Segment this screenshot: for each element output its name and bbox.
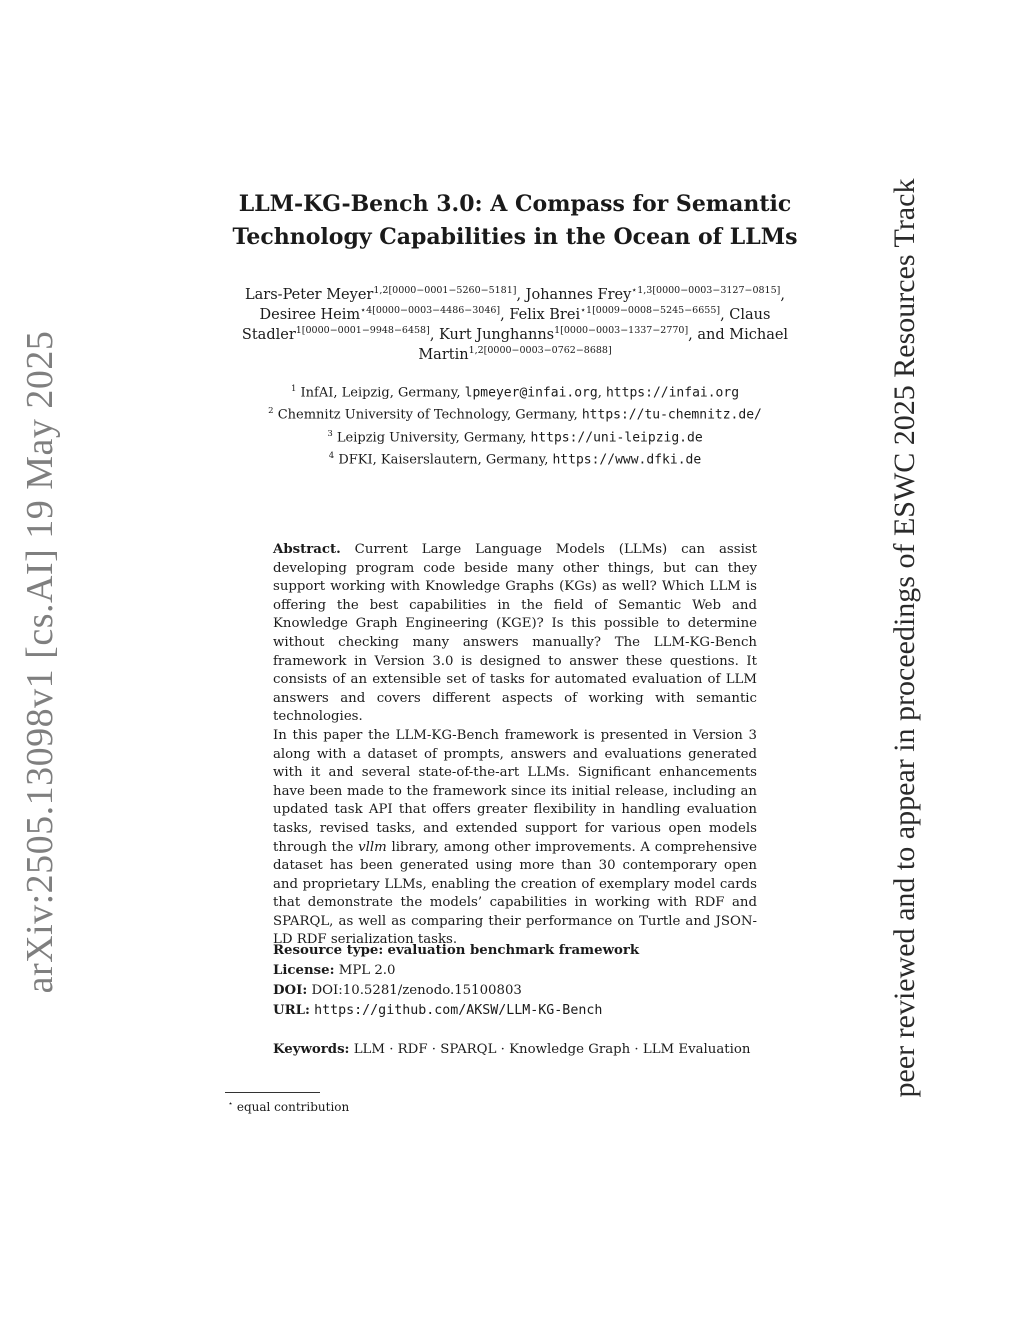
affiliation-url[interactable]: https://www.dfki.de [552, 452, 702, 468]
keywords-text: LLM · RDF · SPARQL · Knowledge Graph · LLM Evaluation [353, 1042, 751, 1057]
abstract-text-1: Current Large Language Models (LLMs) can assist developing program code beside many other things, but can they support working with Knowledge Graphs (KGs) as well? Which LLM is offering the best capabilities in the field of Semantic Web and Knowledge Graph Engineering (KGE)? Is this possible to determine without checking many answers manually? The LLM-KG-Bench framework in Version 3.0 is designed to answer these questions. It consists of an extensible set of tasks for automated evaluation of LLM answers and covers different aspects of working with semantic technologies. [273, 542, 757, 725]
footnote-text: equal contribution [236, 1100, 350, 1114]
abstract [273, 541, 757, 950]
arxiv-stamp [0, 0, 80, 1325]
author-orcid: ⋆1[0009−0008−5245−6655] [580, 305, 721, 317]
abstract-text-2b: library, among other improvements. A comprehensive dataset has been generated using more than 30 contemporary open and proprietary LLMs, enabling the creation of exemplary model cards that demonstrate the models’ capabilities in working with RDF and SPARQL, as well as comparing their performance on Turtle and JSON-LD RDF serialization tasks. [273, 839, 757, 948]
author-separator: , [429, 327, 440, 343]
affiliation-url[interactable]: https://uni-leipzig.de [530, 429, 703, 445]
repo-url-link[interactable]: https://github.com/AKSW/LLM-KG-Bench [314, 1003, 603, 1018]
doi-row [273, 981, 757, 1001]
author-separator: , [516, 287, 526, 303]
affiliation-number: 4 [328, 450, 335, 461]
footnote [228, 1096, 349, 1115]
abstract-label: Abstract. [273, 542, 341, 557]
license-row [273, 961, 757, 981]
affiliation-text: InfAI, Leipzig, Germany, [300, 385, 465, 401]
author-name: Johannes Frey [525, 287, 632, 303]
side-note [860, 0, 940, 1325]
paper-title [200, 188, 830, 254]
affiliation-row [225, 425, 805, 447]
license-label: License: [273, 963, 335, 978]
resource-type-value: evaluation benchmark framework [387, 943, 640, 958]
affiliation-number: 3 [327, 428, 333, 439]
author-separator: , and [688, 327, 730, 343]
affiliation-row [225, 402, 805, 424]
abstract-paragraph-2 [273, 727, 757, 950]
vllm-term: vllm [358, 839, 387, 855]
affiliation-number: 2 [268, 406, 274, 417]
affiliation-text: Leipzig University, Germany, [336, 429, 531, 445]
keywords-label: Keywords: [273, 1042, 350, 1057]
author-name: Claus Stadler [241, 307, 771, 343]
abstract-paragraph-1 [273, 541, 757, 727]
affiliation-row [225, 380, 805, 402]
affiliation-separator: , [597, 385, 606, 401]
author-list [225, 285, 805, 365]
affiliation-number: 1 [290, 384, 297, 394]
affiliation-email[interactable]: lpmeyer@infai.org [464, 385, 598, 401]
affiliation-row [225, 447, 805, 469]
author-name: Kurt Junghanns [439, 327, 555, 343]
author-orcid: ⋆1,3[0000−0003−3127−0815] [631, 285, 781, 297]
author-name: Desiree Heim [259, 307, 361, 323]
author-separator: , [720, 307, 730, 323]
resource-type-label: Resource type: [273, 943, 384, 958]
affiliation-list [225, 380, 805, 469]
author-orcid: 1[0000−0003−1337−2770] [554, 325, 689, 337]
title-line-1: LLM-KG-Bench 3.0: A Compass for Semantic [238, 191, 792, 217]
keywords [273, 1041, 757, 1060]
url-label: URL: [273, 1003, 310, 1018]
author-orcid: 1[0000−0001−9948−6458] [295, 325, 430, 337]
author-name: Lars-Peter Meyer [245, 287, 374, 303]
arxiv-stamp-text: arXiv:2505.13098v1 [cs.AI] 19 May 2025 [19, 330, 61, 994]
author-name: Michael Martin [418, 327, 789, 363]
title-line-2: Technology Capabilities in the Ocean of LLMs [232, 224, 798, 250]
author-name: Felix Brei [509, 307, 581, 323]
url-row [273, 1001, 757, 1021]
affiliation-text: DFKI, Kaiserslautern, Germany, [338, 452, 553, 468]
doi-label: DOI: [273, 983, 308, 998]
affiliation-url[interactable]: https://infai.org [605, 385, 740, 401]
abstract-text-2a: In this paper the LLM-KG-Bench framework is presented in Version 3 along with a dataset of prompts, answers and evaluations generated with it and several state-of-the-art LLMs. Significant enhancements have been made to the framework since its initial release, including an updated task API that offers greater flexibility in handling evaluation tasks, revised tasks, and extended support for various open models through the [273, 727, 757, 855]
footnote-rule [225, 1092, 320, 1093]
resource-metadata [273, 941, 757, 1021]
license-value: MPL 2.0 [338, 963, 396, 978]
side-note-text: peer reviewed and to appear in proceedings of ESWC 2025 Resources Track [888, 178, 921, 1098]
doi-link[interactable]: DOI:10.5281/zenodo.15100803 [311, 983, 522, 998]
author-separator: , [780, 287, 785, 303]
footnote-mark: ⋆ [228, 1099, 234, 1108]
affiliation-text: Chemnitz University of Technology, Germany, [277, 407, 582, 423]
resource-type-row [273, 941, 757, 961]
author-separator: , [500, 307, 510, 323]
affiliation-url[interactable]: https://tu-chemnitz.de/ [581, 407, 762, 423]
author-orcid: ⋆4[0000−0003−4486−3046] [360, 305, 501, 317]
author-orcid: 1,2[0000−0003−0762−8688] [468, 345, 612, 357]
author-orcid: 1,2[0000−0001−5260−5181] [373, 285, 517, 297]
